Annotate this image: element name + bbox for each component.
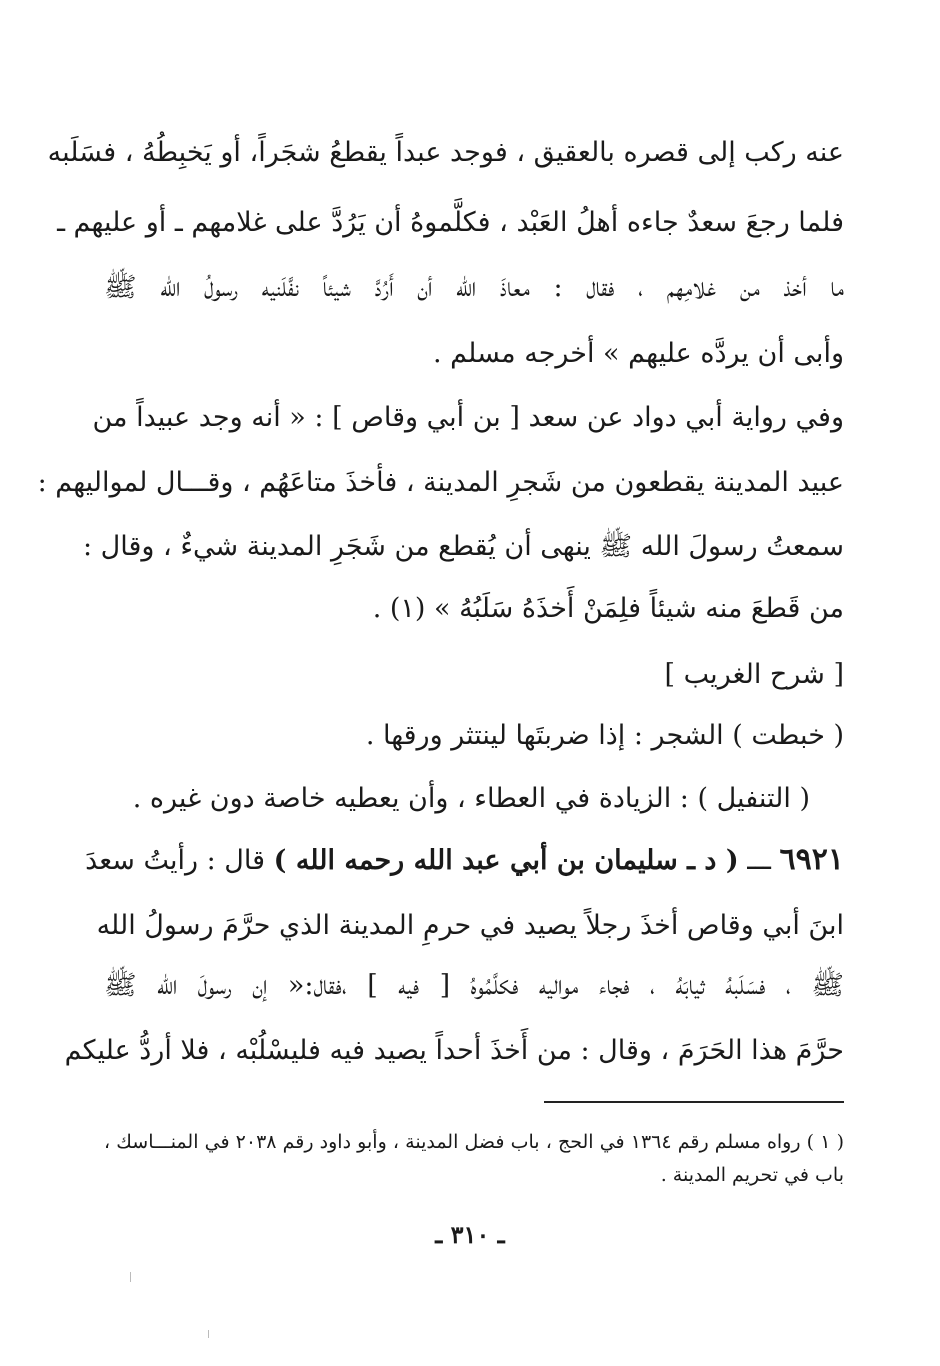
text-line-6: عبيد المدينة يقطعون من شَجرِ المدينة ، فأخذَ متاعَهُم ، وقـــال لمواليهم : [37, 467, 844, 498]
gloss-line-2: ( التنفيل ) : الزيادة في العطاء ، وأن يعطيه خاصة دون غيره . [132, 783, 810, 814]
hadith-dash: ـــ [747, 845, 771, 876]
hadith-intro: قال : رأيتُ سعدَ [85, 845, 266, 876]
footnote-line-1: ( ١ ) رواه مسلم رقم ١٣٦٤ في الحج ، باب فضل المدينة ، وأبو داود رقم ٢٠٣٨ في المنـــاسك ، [104, 1131, 844, 1153]
gloss-line-1: ( خبطت ) الشجر : إذا ضربتَها لينتثر ورقها . [365, 720, 844, 751]
text-line-12: حرَّمَ هذا الحَرَمَ ، وقال : من أَخذَ أحداً يصيد فيه فليسْلُبْه ، فلا أردُّ عليكم [64, 1035, 844, 1066]
text-line-11: ﷺ ، فسَلَبهُ ثيابَهُ ، فجاء مواليه فكلَّمُوهُ [ فيه ] ،فقال:« إن رسولَ الله ﷺ [104, 970, 844, 1001]
text-line-3: ما أخذ من غلامِهم ، فقال : معاذَ الله أن أَرُدَّ شيئاً نفَّلَنيه رسولُ الله ﷺ [104, 272, 844, 303]
text-line-5: وفي رواية أبي دواد عن سعد [ بن أبي وقاص ] : « أنه وجد عبيداً من [92, 402, 844, 433]
section-heading: [ شرح الغريب ] [664, 659, 844, 690]
hadith-header-line [85, 840, 844, 881]
scan-speck [208, 1330, 209, 1338]
text-line-1: عنه ركب إلى قصره بالعقيق ، فوجد عبداً يقطعُ شجَراً، أو يَخبِطُهُ ، فسَلَبه [47, 137, 844, 168]
text-line-2: فلما رجعَ سعدٌ جاءه أهلُ العَبْد ، فكلَّموهُ أن يَرُدَّ على غلامهم ـ أو عليهم ـ [57, 207, 844, 238]
scan-speck [130, 1272, 131, 1282]
text-line-10: ابنَ أبي وقاص أخذَ رجلاً يصيد في حرمِ المدينة الذي حرَّمَ رسولُ الله [96, 910, 844, 941]
page-number: ـ ٣١٠ ـ [435, 1220, 505, 1249]
text-line-7: سمعتُ رسولَ الله ﷺ ينهى أن يُقطع من شَجَرِ المدينة شيءٌ ، وقال : [83, 531, 844, 562]
hadith-narrator: ( د ـ سليمان بن أبي عبد الله رحمه الله ) [273, 845, 739, 876]
hadith-number: ٦٩٢١ [779, 842, 844, 877]
footnote-divider [544, 1101, 844, 1103]
text-line-8: من قَطعَ منه شيئاً فلِمَنْ أَخذَهُ سَلَبُهُ » (١) . [372, 593, 844, 624]
text-line-4: وأبى أن يردَّه عليهم » أخرجه مسلم . [433, 338, 844, 369]
footnote-line-2: باب في تحريم المدينة . [660, 1164, 844, 1186]
